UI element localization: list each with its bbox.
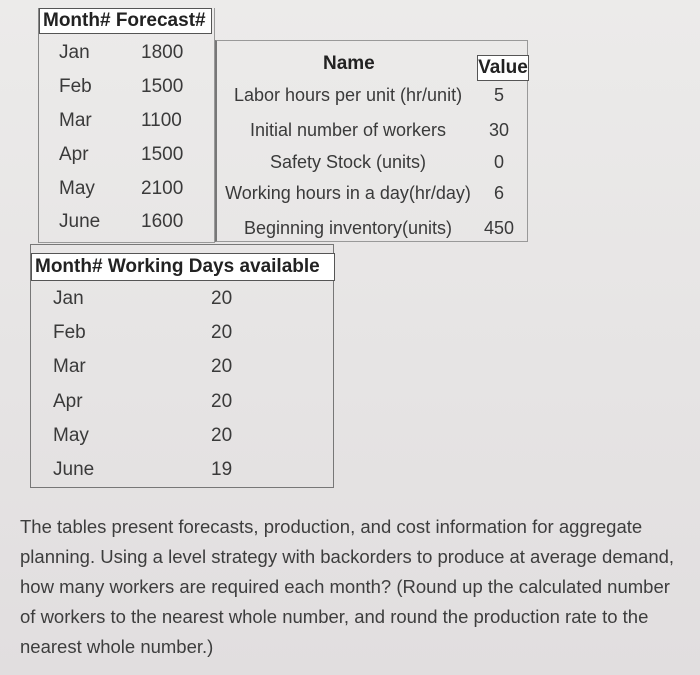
value-column-header: Value bbox=[477, 55, 529, 81]
parameter-value: 450 bbox=[483, 218, 515, 238]
working-days-month: June bbox=[53, 459, 95, 480]
working-days-value: 20 bbox=[211, 356, 233, 377]
parameter-name: Working hours in a day(hr/day) bbox=[225, 183, 471, 203]
question-text: The tables present forecasts, production, and cost information for aggregate planning. Using a level strategy with backorders to produce at average demand, how many workers are required each month? (Round up the calculated number of workers to the nearest whole number, and round the production rate to the nearest whole number.) bbox=[20, 516, 675, 657]
parameter-value: 30 bbox=[488, 120, 510, 140]
parameter-name: Safety Stock (units) bbox=[269, 152, 427, 172]
forecast-value: 1500 bbox=[141, 76, 184, 97]
forecast-value: 2100 bbox=[141, 178, 184, 199]
working-days-value: 20 bbox=[211, 425, 233, 446]
working-days-value: 20 bbox=[211, 322, 233, 343]
forecast-value: 1600 bbox=[141, 211, 184, 232]
forecast-month: Mar bbox=[59, 110, 92, 131]
forecast-month: Feb bbox=[59, 76, 92, 97]
working-days-month: Jan bbox=[53, 288, 84, 309]
working-days-month: May bbox=[53, 425, 89, 446]
parameters-table bbox=[215, 40, 528, 242]
forecast-month: May bbox=[59, 178, 95, 199]
forecast-value: 1100 bbox=[141, 110, 182, 131]
parameter-value: 5 bbox=[493, 85, 504, 105]
working-days-month: Mar bbox=[53, 356, 86, 377]
forecast-month: Jan bbox=[59, 42, 90, 63]
working-days-value: 20 bbox=[211, 391, 233, 412]
parameter-value: 6 bbox=[493, 183, 504, 203]
forecast-month: June bbox=[59, 211, 101, 232]
forecast-table bbox=[38, 8, 215, 243]
forecast-month: Apr bbox=[59, 144, 89, 165]
parameter-name: Labor hours per unit (hr/unit) bbox=[233, 85, 463, 105]
forecast-value: 1500 bbox=[141, 144, 184, 165]
working-days-month: Apr bbox=[53, 391, 83, 412]
name-column-header: Name bbox=[323, 53, 375, 74]
parameter-name: Beginning inventory(units) bbox=[243, 218, 453, 238]
parameter-value: 0 bbox=[493, 152, 504, 172]
forecast-value: 1800 bbox=[141, 42, 184, 63]
working-days-value: 19 bbox=[211, 459, 233, 480]
working-days-table bbox=[30, 244, 334, 488]
working-days-value: 20 bbox=[211, 288, 233, 309]
parameter-name: Initial number of workers bbox=[249, 120, 447, 140]
working-days-header: Month# Working Days available bbox=[31, 253, 335, 281]
working-days-month: Feb bbox=[53, 322, 86, 343]
forecast-table-header: Month# Forecast# bbox=[39, 8, 212, 34]
